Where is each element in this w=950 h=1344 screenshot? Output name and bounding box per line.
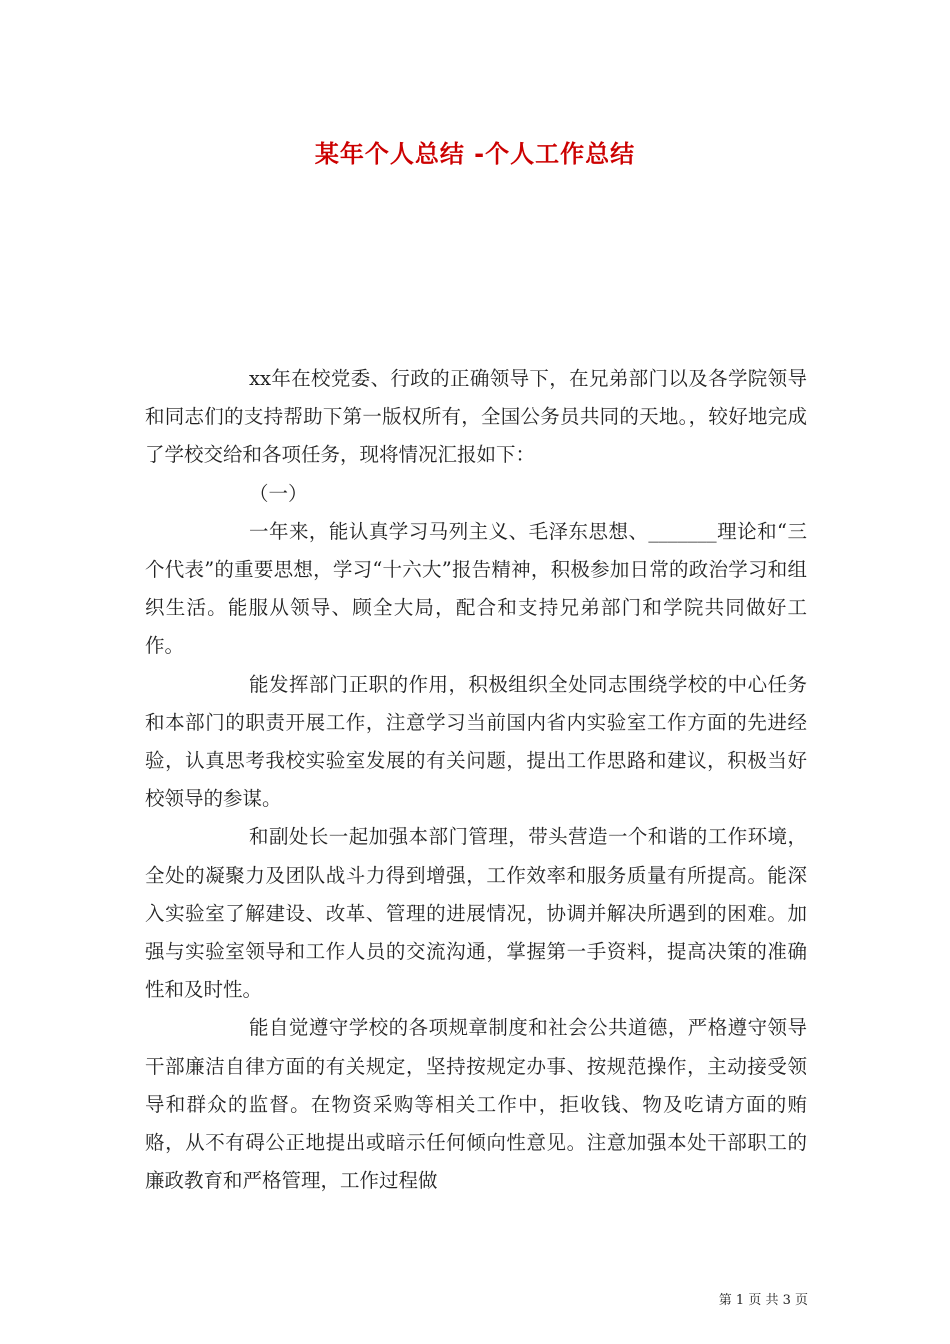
paragraph-study: 一年来，能认真学习马列主义、毛泽东思想、_______理论和“三个代表”的重要思想，学习“十六大”报告精神，积极参加日常的政治学习和组织生活。能服从领导、顾全大局，配合和支持兄弟部门和学院共同做好工作。 (145, 519, 807, 658)
page-number-footer: 第 1 页 共 3 页 (718, 1293, 808, 1308)
document-body (145, 360, 807, 1200)
section-heading: （一） (249, 481, 308, 505)
paragraph-intro: xx年在校党委、行政的正确领导下，在兄弟部门以及各学院领导和同志们的支持帮助下第一版权所有，全国公务员共同的天地。，较好地完成了学校交给和各项任务，现将情况汇报如下： (145, 367, 807, 467)
document-title: 某年个人总结 -个人工作总结 (314, 140, 636, 168)
paragraph-management: 和副处长一起加强本部门管理，带头营造一个和谐的工作环境，全处的凝聚力及团队战斗力得到增强，工作效率和服务质量有所提高。能深入实验室了解建设、改革、管理的进展情况，协调并解决所遇到的困难。加强与实验室领导和工作人员的交流沟通，掌握第一手资料，提高决策的准确性和及时性。 (145, 825, 807, 1002)
paragraph-role: 能发挥部门正职的作用，积极组织全处同志围绕学校的中心任务和本部门的职责开展工作，注意学习当前国内省内实验室工作方面的先进经验，认真思考我校实验室发展的有关问题，提出工作思路和建议，积极当好校领导的参谋。 (145, 672, 807, 811)
paragraph-discipline: 能自觉遵守学校的各项规章制度和社会公共道德，严格遵守领导干部廉洁自律方面的有关规定，坚持按规定办事、按规范操作，主动接受领导和群众的监督。在物资采购等相关工作中，拒收钱、物及吃请方面的贿赂，从不有碍公正地提出或暗示任何倾向性意见。注意加强本处干部职工的廉政教育和严格管理，工作过程做 (145, 1016, 807, 1193)
